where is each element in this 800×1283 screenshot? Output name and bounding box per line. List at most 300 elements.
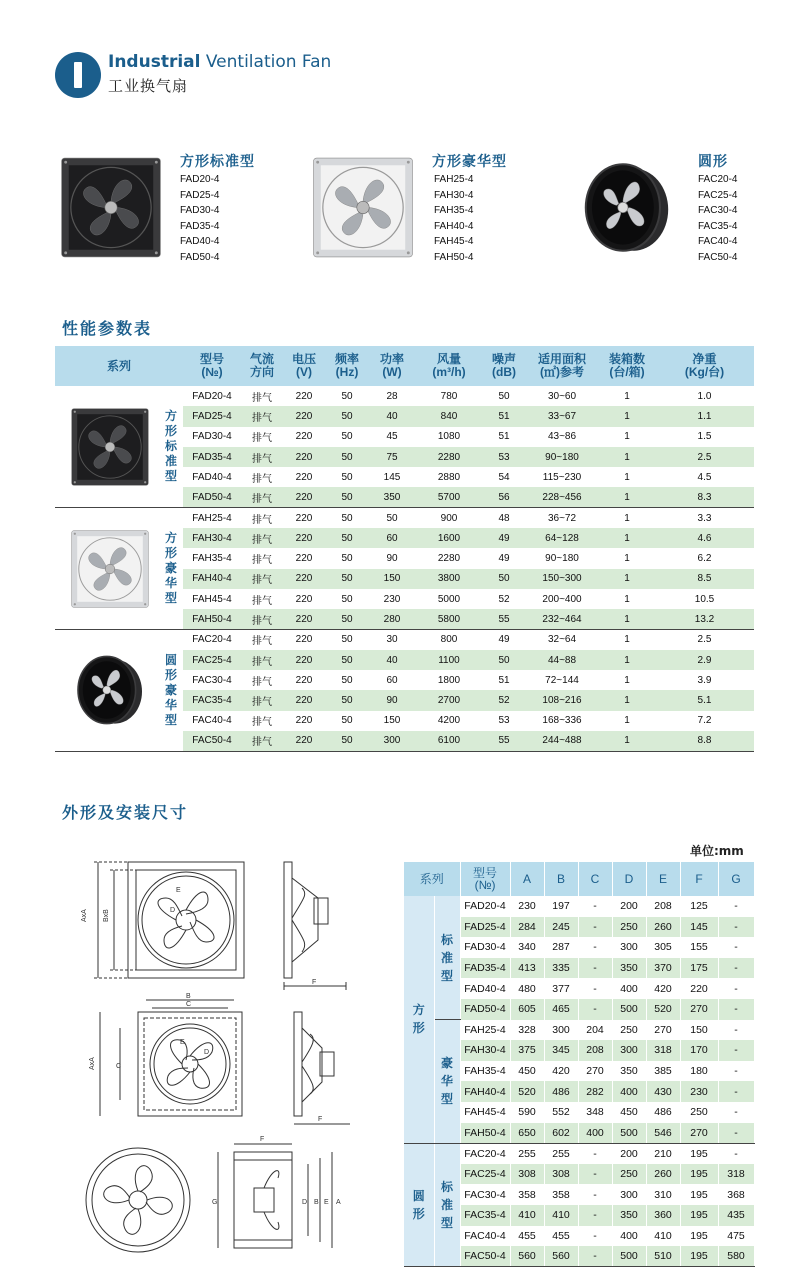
table-cell: 455 (510, 1226, 544, 1247)
table-cell: 318 (718, 1164, 754, 1185)
table-cell: 220 (680, 978, 718, 999)
table-cell: 60 (386, 674, 398, 686)
table-cell: 50 (341, 553, 353, 565)
table-cell: FAH40-4 (460, 1081, 510, 1102)
table-cell: 232~464 (525, 609, 599, 629)
table-cell: 90 (386, 553, 398, 565)
column-header: D (612, 862, 646, 896)
table-cell: FAD20-4 (192, 390, 232, 402)
table-cell: 580 (718, 1246, 754, 1267)
table-cell: 168~336 (542, 715, 582, 727)
table-cell: - (578, 1164, 612, 1185)
table-cell: 5800 (415, 609, 483, 629)
table-cell: 72~144 (545, 674, 579, 686)
table-cell: 155 (680, 937, 718, 958)
table-cell: 56 (483, 487, 525, 507)
drawing-label: D (170, 907, 176, 914)
table-cell: 排气 (241, 447, 283, 467)
table-cell: 300 (612, 937, 646, 958)
performance-header-row (55, 346, 754, 386)
table-cell: 500 (612, 1246, 646, 1267)
table-cell: 36~72 (547, 512, 577, 524)
round-side-drawing (218, 1144, 332, 1248)
table-cell: 10.5 (694, 593, 715, 605)
table-cell: 287 (544, 937, 578, 958)
table-cell: 455 (544, 1226, 578, 1247)
table-cell: FAC25-4 (460, 1164, 510, 1185)
table-cell: - (718, 999, 754, 1020)
table-cell: 排气 (252, 595, 272, 607)
column-header: A (510, 862, 544, 896)
drawing-label: E (324, 1199, 329, 1206)
table-cell: FAC35-4 (460, 1205, 510, 1226)
table-cell: 350 (612, 1205, 646, 1226)
table-cell: 1 (599, 447, 655, 467)
table-row (55, 630, 754, 650)
unit-label: 单位:mm (690, 844, 744, 858)
table-cell: 195 (680, 1164, 718, 1185)
table-cell: 50 (325, 487, 369, 507)
table-cell: 1080 (437, 431, 461, 443)
table-cell: 2.5 (697, 634, 712, 646)
table-cell: FAH35-4 (192, 553, 232, 565)
square-deluxe-fan-image (67, 529, 153, 609)
table-cell: 358 (510, 1184, 544, 1205)
table-cell: 50 (483, 650, 525, 670)
table-cell: 350 (612, 958, 646, 979)
table-cell: 13.2 (655, 609, 754, 629)
series-cell (55, 386, 183, 508)
column-header: 型号 (№) (183, 346, 241, 386)
table-cell: 1 (599, 650, 655, 670)
table-cell: 175 (680, 958, 718, 979)
product-model: FAC35-4 (698, 220, 738, 232)
table-cell: 60 (369, 528, 415, 548)
product-model-list (180, 172, 219, 265)
table-cell: 1 (624, 593, 630, 605)
table-cell: 270 (680, 999, 718, 1020)
table-cell: 8.3 (655, 487, 754, 507)
table-cell: 50 (341, 512, 353, 524)
product-model: FAD40-4 (180, 236, 220, 247)
table-cell: FAH25-4 (460, 1020, 510, 1041)
product-model: FAC20-4 (698, 174, 738, 185)
table-cell: - (718, 917, 754, 938)
table-cell: 30~60 (547, 390, 577, 402)
table-cell: - (578, 999, 612, 1020)
table-cell: FAH50-4 (460, 1123, 510, 1144)
table-cell: FAD50-4 (460, 999, 510, 1020)
table-cell: 250 (612, 917, 646, 938)
product-model: FAD35-4 (180, 220, 220, 232)
table-cell: 75 (369, 447, 415, 467)
round-fan-image (574, 156, 680, 259)
table-row (404, 1020, 754, 1041)
table-cell: 1.5 (697, 431, 712, 443)
table-cell: 370 (646, 958, 680, 979)
square-standard-fan-image (67, 407, 153, 487)
table-cell: 90~180 (545, 553, 579, 565)
square-standard-fan-image (58, 156, 164, 259)
table-cell: 50 (325, 406, 369, 426)
table-cell: 435 (718, 1205, 754, 1226)
table-cell: 1 (624, 512, 630, 524)
table-cell: 55 (483, 731, 525, 751)
table-cell: 1.1 (655, 406, 754, 426)
table-cell: 排气 (252, 636, 272, 648)
table-cell: 3.3 (697, 512, 712, 524)
column-header: 风量 (m³/h) (415, 346, 483, 386)
table-cell: 1 (599, 609, 655, 629)
table-cell: 28 (386, 390, 398, 402)
table-cell: 40 (369, 406, 415, 426)
table-cell: 50 (341, 471, 353, 483)
product-model: FAH35-4 (434, 205, 474, 216)
table-cell: 348 (578, 1102, 612, 1123)
table-cell: 220 (295, 593, 313, 605)
table-cell: FAH30-4 (460, 1040, 510, 1061)
product-model: FAD50-4 (180, 251, 220, 263)
table-cell: 220 (283, 528, 325, 548)
table-cell: 1 (599, 690, 655, 710)
series-name: 方形豪华型 (164, 531, 177, 606)
series-name: 方形标准型 (164, 409, 177, 484)
table-cell: FAD20-4 (460, 896, 510, 917)
table-cell: 5.1 (655, 690, 754, 710)
table-cell: 270 (578, 1061, 612, 1082)
brand-logo-bar (74, 62, 82, 88)
product-model: FAD25-4 (180, 189, 220, 201)
column-header: 噪声 (dB) (483, 346, 525, 386)
table-cell: 255 (510, 1143, 544, 1164)
table-cell: 400 (612, 1081, 646, 1102)
table-cell: FAH45-4 (460, 1102, 510, 1123)
table-cell: 400 (612, 1226, 646, 1247)
table-cell: 2700 (415, 690, 483, 710)
table-cell: 220 (283, 406, 325, 426)
table-cell: 350 (369, 487, 415, 507)
table-cell: 150~300 (525, 569, 599, 589)
series-name: 圆形豪华型 (164, 652, 177, 727)
table-cell: 220 (283, 447, 325, 467)
table-cell: 1 (599, 569, 655, 589)
table-cell: 170 (680, 1040, 718, 1061)
table-cell: 410 (544, 1205, 578, 1226)
table-cell: FAC50-4 (183, 731, 241, 751)
drawing-label: F (312, 979, 317, 986)
table-cell: 230 (383, 593, 401, 605)
table-row (55, 386, 754, 406)
dimension-drawings (58, 848, 358, 1268)
table-cell: 50 (325, 447, 369, 467)
table-cell: 245 (544, 917, 578, 938)
table-cell: 90~180 (525, 447, 599, 467)
table-cell: 552 (544, 1102, 578, 1123)
table-cell: 840 (415, 406, 483, 426)
table-cell: 1 (599, 528, 655, 548)
column-header: 适用面积 (㎡)参考 (525, 346, 599, 386)
table-cell: FAC40-4 (460, 1226, 510, 1247)
table-cell: 465 (544, 999, 578, 1020)
table-cell: 2280 (415, 447, 483, 467)
table-cell: - (578, 937, 612, 958)
table-cell: 210 (646, 1143, 680, 1164)
table-cell: 546 (646, 1123, 680, 1144)
table-cell: 220 (283, 609, 325, 629)
table-cell: 50 (325, 528, 369, 548)
table-cell: 3800 (415, 569, 483, 589)
table-cell: - (718, 1020, 754, 1041)
product-model: FAH40-4 (434, 220, 474, 232)
table-cell: 排气 (252, 717, 272, 729)
drawing-label: BxB (103, 909, 110, 922)
table-cell: 305 (646, 937, 680, 958)
table-cell: 4.6 (655, 528, 754, 548)
table-cell: - (578, 958, 612, 979)
column-header: 功率 (W) (369, 346, 415, 386)
column-header: 频率 (Hz) (325, 346, 369, 386)
table-cell: 220 (295, 431, 313, 443)
dimensions-table (404, 862, 754, 1267)
table-row (404, 896, 754, 917)
table-cell: FAC20-4 (192, 634, 232, 646)
table-cell: 2.5 (655, 447, 754, 467)
table-cell: 50 (498, 390, 510, 402)
table-cell: 350 (612, 1061, 646, 1082)
table-cell: 30 (386, 634, 398, 646)
table-cell: 145 (680, 917, 718, 938)
column-header: 系列 (55, 346, 183, 386)
table-cell: 50 (325, 569, 369, 589)
product-model: FAD20-4 (180, 174, 220, 185)
series-cell (55, 508, 183, 630)
table-cell: 90 (369, 690, 415, 710)
table-cell: 1.0 (697, 390, 712, 402)
table-cell: - (578, 917, 612, 938)
table-cell: 50 (341, 634, 353, 646)
product-model: FAH25-4 (434, 174, 474, 185)
table-cell: 6100 (415, 731, 483, 751)
table-cell: 32~64 (547, 634, 577, 646)
product-model: FAD30-4 (180, 205, 220, 216)
table-cell: 排气 (252, 514, 272, 526)
table-cell: 排气 (241, 487, 283, 507)
table-cell: 345 (544, 1040, 578, 1061)
table-cell: 318 (646, 1040, 680, 1061)
table-cell: 400 (612, 978, 646, 999)
table-cell: 220 (295, 471, 313, 483)
table-cell: 4.5 (697, 471, 712, 483)
table-cell: FAH45-4 (192, 593, 232, 605)
table-cell: 780 (440, 390, 458, 402)
table-cell: 560 (544, 1246, 578, 1267)
table-cell: 50 (341, 431, 353, 443)
product-model: FAC50-4 (698, 251, 738, 263)
table-cell: 300 (369, 731, 415, 751)
table-cell: 800 (440, 634, 458, 646)
table-cell: 368 (718, 1184, 754, 1205)
table-cell: 486 (544, 1081, 578, 1102)
table-cell: 308 (510, 1164, 544, 1185)
table-cell: 1800 (437, 674, 461, 686)
table-cell: 50 (325, 731, 369, 751)
table-cell: 50 (386, 512, 398, 524)
table-cell: 220 (295, 390, 313, 402)
table-cell: 3.9 (697, 674, 712, 686)
table-cell: 208 (578, 1040, 612, 1061)
drawing-label: C (116, 1063, 122, 1070)
table-cell: - (718, 1143, 754, 1164)
table-cell: FAH25-4 (192, 512, 232, 524)
column-header: 净重 (Kg/台) (655, 346, 754, 386)
table-cell: 308 (544, 1164, 578, 1185)
table-cell: 420 (544, 1061, 578, 1082)
table-cell: 220 (283, 650, 325, 670)
table-cell: 4200 (437, 715, 461, 727)
page-subtitle: 工业换气扇 (108, 77, 189, 95)
table-cell: 8.8 (655, 731, 754, 751)
table-cell: 270 (646, 1020, 680, 1041)
table-cell: - (718, 1040, 754, 1061)
drawing-label: F (318, 1116, 323, 1123)
table-cell: 108~216 (525, 690, 599, 710)
table-cell: 328 (510, 1020, 544, 1041)
product-name: 方形标准型 (180, 154, 255, 170)
column-header: B (544, 862, 578, 896)
table-cell: 340 (510, 937, 544, 958)
table-cell: 520 (510, 1081, 544, 1102)
drawing-label: B (186, 993, 191, 1000)
product-model-list (434, 172, 473, 265)
table-cell: 900 (440, 512, 458, 524)
table-cell: 300 (612, 1040, 646, 1061)
table-cell: FAD30-4 (192, 431, 232, 443)
series-cell: 圆 形 (404, 1143, 434, 1267)
table-cell: 230 (510, 896, 544, 917)
table-cell: 150 (383, 715, 401, 727)
drawing-label: G (212, 1199, 218, 1206)
table-cell: FAD50-4 (183, 487, 241, 507)
table-cell: 1 (624, 390, 630, 402)
table-cell: 200~400 (542, 593, 582, 605)
table-cell: 270 (680, 1123, 718, 1144)
table-cell: 1100 (415, 650, 483, 670)
table-cell: 420 (646, 978, 680, 999)
table-cell: 115~230 (542, 471, 582, 483)
drawing-label: AxA (81, 909, 88, 922)
table-cell: FAH40-4 (183, 569, 241, 589)
table-cell: 1 (624, 715, 630, 727)
table-cell: 5700 (415, 487, 483, 507)
table-cell: 450 (510, 1061, 544, 1082)
subseries-cell: 标 准 型 (434, 1143, 460, 1267)
table-cell: 64~128 (525, 528, 599, 548)
table-cell: 413 (510, 958, 544, 979)
table-cell: 1 (624, 674, 630, 686)
table-cell: 5000 (437, 593, 461, 605)
dimensions-title: 外形及安装尺寸 (62, 803, 189, 822)
table-cell: 520 (646, 999, 680, 1020)
table-cell: 220 (295, 553, 313, 565)
drawing-label: D (302, 1199, 308, 1206)
round-front-drawing (86, 1148, 190, 1252)
table-cell: FAC35-4 (183, 690, 241, 710)
table-cell: 300 (544, 1020, 578, 1041)
table-cell: FAC20-4 (460, 1143, 510, 1164)
table-cell: 1 (624, 553, 630, 565)
table-cell: 220 (295, 634, 313, 646)
table-cell: 150 (680, 1020, 718, 1041)
column-header: C (578, 862, 612, 896)
table-cell: 55 (483, 609, 525, 629)
drawing-label: D (204, 1049, 210, 1056)
table-cell: 1 (624, 471, 630, 483)
table-cell: FAD40-4 (460, 978, 510, 999)
table-cell: 602 (544, 1123, 578, 1144)
drawing-label: AxA (89, 1057, 96, 1070)
table-cell: 500 (612, 999, 646, 1020)
table-cell: 377 (544, 978, 578, 999)
table-cell: FAD25-4 (183, 406, 241, 426)
table-cell: 53 (498, 715, 510, 727)
performance-title: 性能参数表 (62, 319, 153, 338)
table-cell: - (578, 896, 612, 917)
square-deluxe-side-drawing (294, 1012, 350, 1124)
table-cell: 560 (510, 1246, 544, 1267)
subseries-cell: 标 准 型 (434, 896, 460, 1020)
table-cell: 排气 (252, 433, 272, 445)
subseries-cell: 豪 华 型 (434, 1020, 460, 1144)
product-model-list (698, 172, 737, 265)
dimensions-header-row (404, 862, 754, 896)
table-cell: - (718, 1081, 754, 1102)
table-cell: 2280 (437, 553, 461, 565)
table-cell: 195 (680, 1184, 718, 1205)
table-cell: 284 (510, 917, 544, 938)
table-cell: 200 (612, 1143, 646, 1164)
table-cell: 300 (612, 1184, 646, 1205)
table-cell: 150 (369, 569, 415, 589)
table-cell: FAH35-4 (460, 1061, 510, 1082)
table-cell: 220 (283, 731, 325, 751)
table-cell: 排气 (241, 690, 283, 710)
table-cell: - (718, 937, 754, 958)
table-cell: 1 (599, 487, 655, 507)
drawing-label: F (260, 1136, 265, 1143)
table-cell: 50 (483, 569, 525, 589)
table-cell: 2880 (437, 471, 461, 483)
drawing-label: C (186, 1001, 192, 1008)
drawing-label: E (176, 887, 181, 894)
table-cell: 195 (680, 1246, 718, 1267)
table-cell: 50 (325, 690, 369, 710)
product-model: FAC40-4 (698, 236, 738, 247)
table-cell: 430 (646, 1081, 680, 1102)
table-cell: 255 (544, 1143, 578, 1164)
table-cell: 310 (646, 1184, 680, 1205)
round-fan-image (67, 650, 153, 730)
table-cell: 49 (483, 528, 525, 548)
table-row (404, 1143, 754, 1164)
table-cell: 45 (386, 431, 398, 443)
table-cell: FAD35-4 (460, 958, 510, 979)
table-row (55, 508, 754, 528)
table-cell: 208 (646, 896, 680, 917)
table-cell: 51 (483, 406, 525, 426)
table-cell: 220 (283, 569, 325, 589)
table-cell: 125 (680, 896, 718, 917)
table-cell: 204 (578, 1020, 612, 1041)
